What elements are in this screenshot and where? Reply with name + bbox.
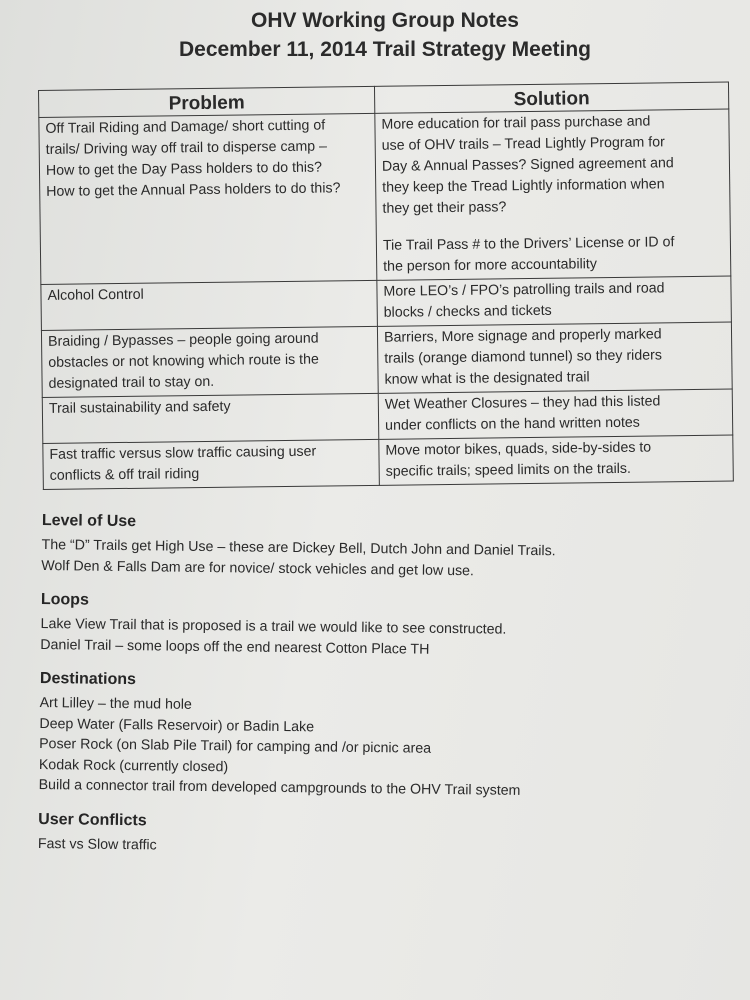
cell-line: they keep the Tread Lightly information when [382, 176, 665, 196]
solution-cell [375, 109, 731, 280]
cell-line: under conflicts on the hand written notes [385, 414, 640, 434]
notes-body [38, 510, 722, 875]
problem-cell [42, 393, 379, 443]
cell-line: trails (orange diamond tunnel) so they riders [384, 347, 662, 367]
destinations-section [39, 668, 721, 804]
cell-line: Trail sustainability and safety [48, 398, 231, 417]
solution-cell [377, 322, 732, 393]
cell-line: specific trails; speed limits on the trails. [385, 460, 632, 480]
section-line: Art Lilley – the mud hole [39, 694, 192, 713]
problem-cell [43, 439, 380, 489]
cell-line: Tie Trail Pass # to the Drivers’ License or ID of [382, 234, 675, 254]
cell-line: Braiding / Bypasses – people going around [47, 330, 319, 350]
table-row [43, 435, 734, 489]
cell-line: Wet Weather Closures – they had this listed [384, 393, 661, 413]
cell-line: the person for more accountability [383, 256, 597, 275]
section-line: Kodak Rock (currently closed) [38, 756, 229, 775]
solution-cell [378, 389, 733, 439]
problem-cell [41, 280, 378, 330]
loops-section [40, 589, 721, 663]
document-title [0, 6, 750, 64]
cell-line: know what is the designated trail [384, 369, 590, 388]
section-line: Build a connector trail from developed campgrounds to the OHV Trail system [38, 776, 521, 799]
cell-line: conflicts & off trail riding [49, 466, 200, 484]
cell-line: use of OHV trails – Tread Lightly Program for [381, 134, 665, 154]
section-line: Daniel Trail – some loops off the end nearest Cotton Place TH [40, 636, 430, 658]
section-heading: Level of Use [41, 511, 137, 531]
section-heading: Destinations [39, 669, 137, 689]
cell-line: More education for trail pass purchase and [381, 113, 651, 133]
cell-line: designated trail to stay on. [48, 373, 215, 392]
problem-cell [41, 326, 378, 397]
table-row [41, 276, 732, 330]
table-row [39, 109, 731, 284]
level-of-use-section [41, 510, 722, 584]
cell-line: Move motor bikes, quads, side-by-sides to [385, 439, 652, 459]
user-conflicts-section [38, 808, 719, 862]
cell-line: Alcohol Control [47, 286, 144, 304]
cell-line: Off Trail Riding and Damage/ short cutting of [45, 117, 326, 137]
problem-solution-table [38, 82, 734, 490]
cell-line: they get their pass? [382, 199, 507, 217]
solution-cell [379, 435, 734, 485]
cell-line: trails/ Driving way off trail to disperse camp – [45, 138, 328, 158]
title-line-2: December 11, 2014 Trail Strategy Meeting [178, 38, 592, 61]
problem-column-header: Problem [39, 86, 375, 117]
section-line: Deep Water (Falls Reservoir) or Badin Lake [39, 715, 315, 735]
cell-line: More LEO’s / FPO’s patrolling trails and road [383, 280, 665, 300]
cell-line: How to get the Day Pass holders to do this? [45, 159, 323, 179]
cell-line: Fast traffic versus slow traffic causing user [49, 443, 317, 463]
section-heading: User Conflicts [38, 810, 147, 829]
section-line: Fast vs Slow traffic [37, 835, 157, 853]
cell-line: How to get the Annual Pass holders to do this? [46, 180, 341, 200]
solution-column-header: Solution [374, 82, 728, 113]
table-row [41, 322, 732, 397]
section-line: The “D” Trails get High Use – these are Dickey Bell, Dutch John and Daniel Trails. [41, 536, 556, 560]
section-line: Wolf Den & Falls Dam are for novice/ stock vehicles and get low use. [41, 557, 475, 579]
cell-line: Day & Annual Passes? Signed agreement and [381, 155, 674, 175]
section-heading: Loops [40, 590, 90, 609]
title-line-1: OHV Working Group Notes [251, 9, 519, 32]
problem-cell [39, 113, 377, 284]
cell-line: obstacles or not knowing which route is the [48, 351, 319, 371]
section-line: Lake View Trail that is proposed is a trail we would like to see constructed. [40, 615, 507, 638]
cell-line: Barriers, More signage and properly marked [383, 326, 662, 346]
section-line: Poser Rock (on Slab Pile Trail) for camping and /or picnic area [39, 735, 432, 757]
solution-cell [377, 276, 732, 326]
cell-line: blocks / checks and tickets [383, 302, 552, 321]
